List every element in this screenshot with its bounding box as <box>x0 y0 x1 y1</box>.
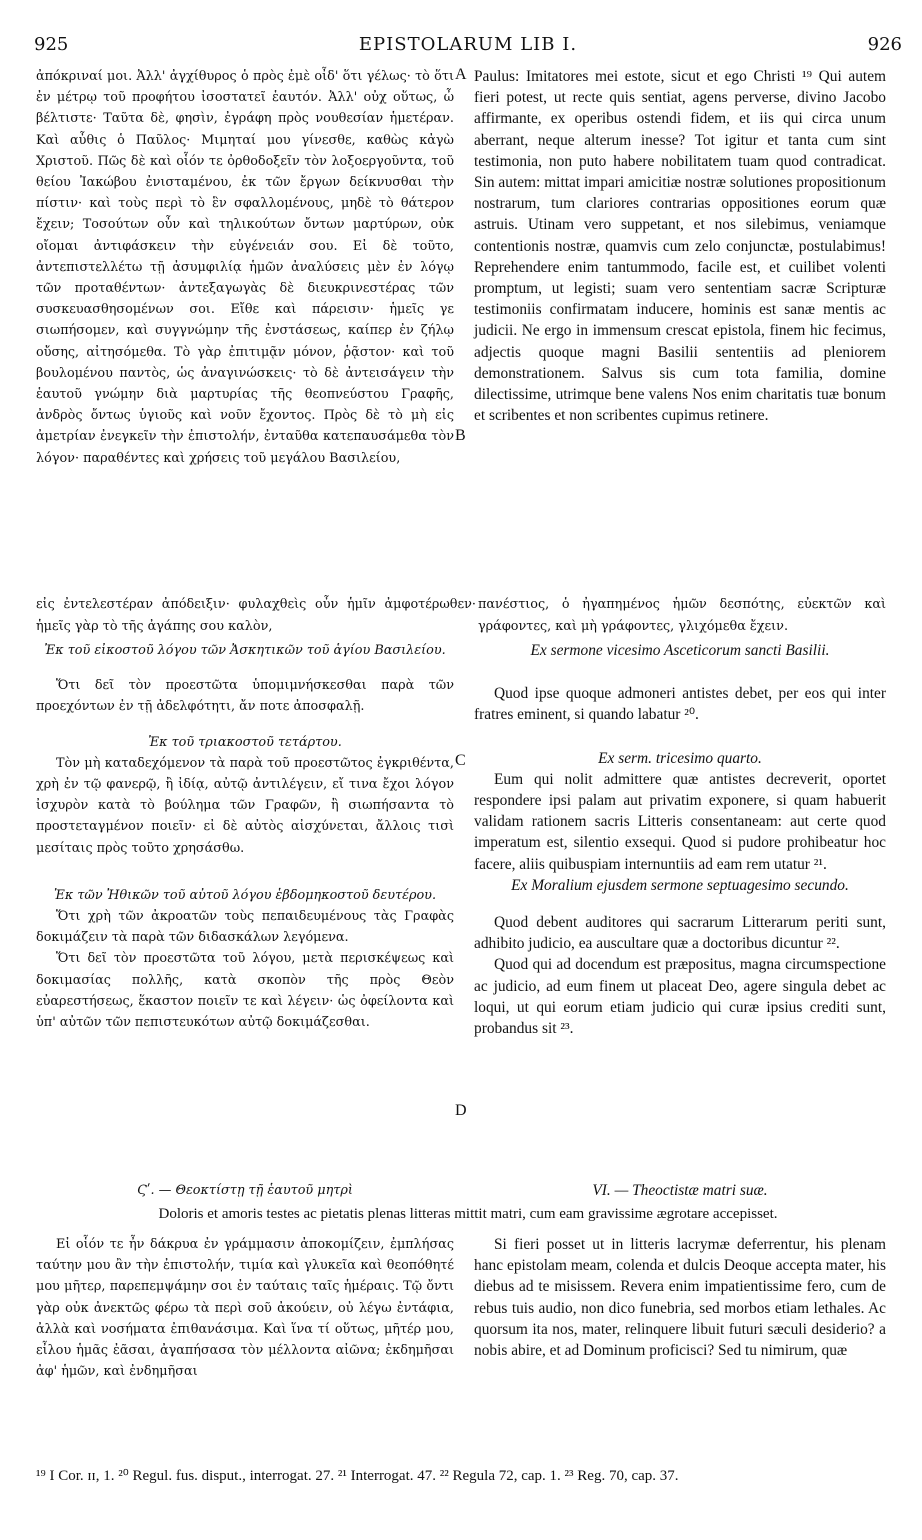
greek-paragraph-1: ἀπόκριναί μοι. Ἀλλ' ἀγχίθυρος ὁ πρὸς ἐμὲ οἶδ' ὅτι γέλως· τὸ ὅτι ἐν μέτρῳ τοῦ προφήτου ἰσοστατεῖ ἑαυτόν. Ἀλλ' οὐχ οὕτως, ὦ βέλτιστε· Ταῦτα δὲ, φησὶν, ἐγράφη πρὸς νουθεσίαν ἡμετέραν. Καὶ αὖθις ὁ Παῦλος· Μιμηταί μου γίνεσθε, καθὼς κἀγὼ Χριστοῦ. Πῶς δὲ καὶ οἷόν τε ὀρθοδοξεῖν τὸν λοξοεργοῦντα, τοῦ θείου Ἰακώβου ἐνισταμένου, ἐκ τῶν ἔργων δείκνυσθαι τὴν πίστιν· καὶ τοὺς περὶ τὸ ἓν σφαλλομένους, μηδὲ τὸ θάτερον ἔχειν; Τοσούτων οὖν καὶ τηλικούτων ὄντων μαρτύρων, οὐκ οἴομαι ἀντιφάσκειν τὴν εὐγένειάν σου. Εἰ δὲ τοῦτο, ἀντεπιστελλέτω τῇ ἀσυμφιλίᾳ ἡμῶν ἀναλύσεις μὲν ἐν λόγῳ τῶν προταθέντων· ἀντεξαγωγὰς δὲ διευκρινεστέρας τῶν συσκευασθησομένων σοι. Εἴθε καὶ πάρεισιν· ἡμεῖς γε σιωπήσομεν, καὶ συγγνώμην τῆς ἐνστάσεως, καίπερ ἐν ζήλῳ οὔσης, αἰτησόμεθα. Τὸ γὰρ ἐπιτιμᾷν μόνον, ῥᾷστον· καὶ τοῦ βουλομένου παντὸς, ὡς ἀναγινώσκεις· τὸ δὲ ἀντεισάγειν τὴν ἑαυτοῦ γνώμην διὰ μαρτυρίας τῆς θεοπνεύστου Γραφῆς, ἀνδρὸς ὄντως ὑγιοῦς καὶ νοῦν ἔχοντος. Πρὸς δὲ τὸ μὴ εἰς ἀμετρίαν ἐνεγκεῖν τὴν ἐπιστολήν, ἐνταῦθα κατεπαυσάμεθα τὸν λόγον· παραθέντες καὶ χρήσεις τοῦ μεγάλου Βασιλείου, <box>36 69 454 466</box>
greek-heading-2: Ἐκ τοῦ τριακοστοῦ τετάρτου. <box>148 734 342 750</box>
latin-paragraph-2: Quod ipse quoque admoneri antistes debet, per eos qui inter fratres eminent, si quando labatur ²⁰. <box>474 685 886 724</box>
running-header <box>34 34 902 58</box>
greek-heading-3: Ἐκ τῶν Ἠθικῶν τοῦ αὐτοῦ λόγου ἑβδομηκοστοῦ δευτέρου. <box>53 887 437 903</box>
greek-continuation <box>36 594 476 638</box>
greek-letter-heading <box>36 1180 454 1201</box>
greek-paragraph-3: Τὸν μὴ καταδεχόμενον τὰ παρὰ τοῦ προεστῶτος ἐγκριθέντα, χρὴ ἐν τῷ φανερῷ, ἢ ἰδίᾳ, αὐτῷ ἀντιλέγειν, εἴ τινα ἔχοι λόγον ἰσχυρὸν κατὰ τὸ βούλημα τῶν Γραφῶν, ἢ σιωπήσαντα τὸ προστεταγμένον ποιεῖν· εἰ δὲ αὐτὸς αἰσχύνεται, ἄλλοις τισὶ μεσίταις πρὸς τοῦτο χρησάσθω. <box>36 755 454 856</box>
latin-paragraph-5: Quod qui ad docendum est præpositus, magna circumspectione ac judicio, ad eum finem ut placeat Deo, agere singula debet ac loqui, ut qui eorum etiam judicio qui curæ ipsius crediti sunt, probandus sit ²³. <box>474 956 886 1038</box>
latin-column-bottom <box>474 1234 886 1361</box>
latin-continuation <box>478 594 886 638</box>
greek-paragraph-6: Εἰ οἷόν τε ἦν δάκρυα ἐν γράμμασιν ἀποκομίζειν, ἐμπλήσας ταύτην μου ἂν τὴν ἐπιστολήν, τιμία καὶ γλυκεῖα καὶ θεοπόθητέ μου μῆτερ, παρεπεμψάμην σοι ἐν ταύταις ταῖς ἡμέραις. Τῷ ὄντι γὰρ οὐκ ἀνεκτῶς φέρω τὰ περὶ σοῦ ἀκούειν, οὐ λέγω ἐντάφια, ἀλλὰ καὶ νοσήματα ἐπιθανάσιμα. Καὶ ἵνα τί οὕτως, μῆτέρ μου, εἶλου ἡμᾶς ἐᾶσαι, ἀγαπήσασα τὸν μέλλοντα αἰῶνα; ἐκδημῆσαι ἀφ' ἡμῶν, καὶ ἐνδημῆσαι <box>36 1237 454 1380</box>
greek-heading-4: Ϛʹ. — Θεοκτίστῃ τῇ ἑαυτοῦ μητρὶ <box>137 1183 353 1198</box>
greek-paragraph-4: Ὅτι χρὴ τῶν ἀκροατῶν τοὺς πεπαιδευμένους τὰς Γραφὰς δοκιμάζειν τὰ παρὰ τῶν διδασκάλων λεγόμενα. <box>36 909 454 946</box>
greek-paragraph-1-tail: εἰς ἐντελεστέραν ἀπόδειξιν· φυλαχθεὶς οὖν ἡμῖν ἀμφοτέρωθεν· ἡμεῖς γὰρ τὸ τῆς ἀγάπης σου καλὸν, <box>36 597 476 634</box>
letter-summary: Doloris et amoris testes ac pietatis plenas litteras mittit matri, cum eam gravissime ægrotare accepisset. <box>158 1206 778 1222</box>
latin-paragraph-1-tail: πανέστιος, ὁ ἠγαπημένος ἡμῶν δεσπότης, εὐεκτῶν καὶ γράφοντες, καὶ μὴ γράφοντες, γλιχόμεθα ἔχειν. <box>478 597 886 634</box>
footnotes: ¹⁹ I Cor. ɪɪ, 1. ²⁰ Regul. fus. disput., interrogat. 27. ²¹ Interrogat. 47. ²² Regula 72, cap. 1. ²³ Reg. 70, cap. 37. <box>36 1468 679 1484</box>
latin-column-middle <box>474 640 886 1039</box>
latin-paragraph-4: Quod debent auditores qui sacrarum Litterarum periti sunt, adhibito judicio, ea auscultare quæ a doctoribus dicuntur ²². <box>474 914 886 953</box>
latin-paragraph-3: Eum qui nolit admittere quæ antistes decreverit, oportet respondere ipsi palam aut privatim exponere, si quam habuerit validam rationem sacris Litteris consentaneam: aut certe quod imperatum est, silentio exsequi. Quod si pudore prohibeatur hoc facere, aliis quibuspiam internuntiis ad eam rem utatur ²¹. <box>474 770 886 873</box>
latin-heading-2: Ex serm. tricesimo quarto. <box>598 749 762 767</box>
margin-marker-d: D <box>455 1102 467 1119</box>
greek-column-bottom <box>36 1234 454 1382</box>
greek-column-top <box>36 66 454 469</box>
margin-marker-b: B <box>455 427 466 444</box>
greek-paragraph-5: Ὅτι δεῖ τὸν προεστῶτα τοῦ λόγου, μετὰ περισκέψεως καὶ δοκιμασίας πολλῆς, κατὰ σκοπὸν τῆς πρὸς Θεὸν εὐαρεστήσεως, ἕκαστον ποιεῖν τε καὶ λέγειν· ὡς ὀφείλοντα καὶ ὑπ' αὐτῶν τῶν πεπιστευκότων αὐτῷ δοκιμάζεσθαι. <box>36 951 454 1031</box>
running-title: EPISTOLARUM LIB I. <box>358 34 578 55</box>
margin-marker-a: A <box>455 66 467 83</box>
latin-letter-heading <box>474 1180 886 1201</box>
greek-heading-1: Ἐκ τοῦ εἰκοστοῦ λόγου τῶν Ἀσκητικῶν τοῦ ἁγίου Βασιλείου. <box>44 643 446 658</box>
greek-column-middle <box>36 640 454 1033</box>
page-number-right: 926 <box>867 34 902 55</box>
page-number-left: 925 <box>34 34 69 55</box>
margin-marker-c: C <box>455 752 466 769</box>
latin-heading-4: VI. — Theoctistæ matri suæ. <box>592 1182 768 1199</box>
latin-paragraph-1: Paulus: Imitatores mei estote, sicut et ego Christi ¹⁹ Qui autem fieri potest, ut recte quis sentiat, agens perverse, divino Jacobo affirmante, ex operibus ostendi fidem, et iis qui circa unum aberrant, neque alterum inesse? Tot igitur et tanta cum sint testimonia, non puto habere nobilitatem tuam quod contradicat. Sin autem: mittat impari amicitiæ nostræ solutiones propositionum nostrarum, tum clariores contrarias oppositiones eorum quæ astruis. Utinam vero suppetant, et nos silebimus, veniamque contentionis nostræ, quamvis cum zelo conjunctæ, postulabimus! Reprehendere enim tantummodo, facile est, et cuilibet volenti promptum, ut legisti; suam vero sententiam sacræ Scripturæ testimoniis confirmatam inducere, hominis est sanæ mentis ac judicii. Ne ergo in immensum crescat epistola, finem hic fecimus, adjectis quoque magni Basilii sententiis ad pleniorem demonstrationem. Salvus sis cum tota familia, domine dilectissime, utrimque bene valens Nos enim charitatis tuæ bonum et scribentes et non scribentes cupimus retinere. <box>474 68 886 425</box>
greek-paragraph-2: Ὅτι δεῖ τὸν προεστῶτα ὑπομιμνήσκεσθαι παρὰ τῶν προεχόντων ἐν τῇ ἀδελφότητι, ἄν ποτε ἀποσφαλῇ. <box>36 678 454 715</box>
latin-paragraph-6: Si fieri posset ut in litteris lacrymæ deferrentur, his plenam hanc epistolam meam, colenda et dulcis Deoque accepta mater, his diebus ad te misissem. Revera enim impatientissime fero, cum de rebus tuis audio, non dico funebria, sed morbos etiam lethales. Ac quorsum ita nos, mater, relinquere libuit futuri sæculi desiderio? a nobis abire, et ad Dominum proficisci? Sed tu nimirum, quæ <box>474 1236 886 1360</box>
latin-heading-3: Ex Moralium ejusdem sermone septuagesimo secundo. <box>511 876 849 894</box>
latin-heading-1: Ex sermone vicesimo Asceticorum sancti Basilii. <box>530 642 830 659</box>
latin-column-top <box>474 66 886 426</box>
